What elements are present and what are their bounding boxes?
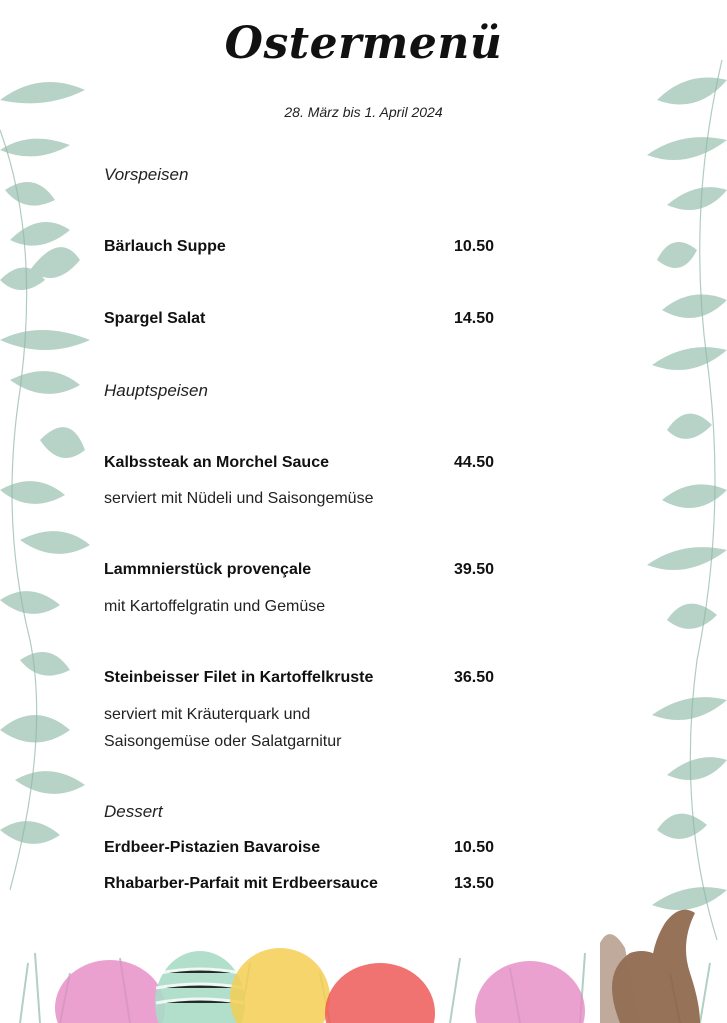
item-price: 14.50	[454, 310, 495, 327]
leaf-decoration-right	[627, 60, 727, 940]
bunny-icon	[600, 910, 700, 1023]
item-price: 10.50	[454, 839, 495, 856]
mint-egg-icon	[155, 951, 245, 1023]
item-price: 10.50	[454, 238, 495, 255]
item-description: mit Kartoffelgratin und Gemüse	[104, 598, 326, 615]
item-name: Lammnierstück provençale	[104, 561, 312, 578]
item-name: Spargel Salat	[104, 310, 206, 327]
item-description: serviert mit Nüdeli und Saisongemüse	[104, 490, 374, 507]
item-price: 39.50	[454, 561, 495, 578]
menu-date: 28. März bis 1. April 2024	[284, 104, 443, 120]
item-description: serviert mit Kräuterquark und	[104, 706, 311, 723]
item-description: Saisongemüse oder Salatgarnitur	[104, 733, 342, 750]
item-price: 44.50	[454, 454, 495, 471]
item-name: Bärlauch Suppe	[104, 238, 226, 255]
pink-egg-icon-2	[475, 961, 585, 1023]
menu-title: Ostermenü	[224, 18, 503, 69]
yellow-egg-icon	[230, 948, 330, 1023]
section-starters: Vorspeisen	[104, 165, 189, 184]
red-egg-icon	[325, 963, 435, 1023]
easter-eggs-decoration	[0, 903, 727, 1023]
pink-egg-icon	[55, 960, 165, 1023]
item-price: 36.50	[454, 669, 495, 686]
leaf-decoration-left	[0, 40, 110, 940]
item-name: Rhabarber-Parfait mit Erdbeersauce	[104, 875, 378, 892]
section-dessert: Dessert	[104, 802, 163, 821]
item-name: Steinbeisser Filet in Kartoffelkruste	[104, 669, 374, 686]
item-name: Kalbssteak an Morchel Sauce	[104, 454, 329, 471]
item-name: Erdbeer-Pistazien Bavaroise	[104, 839, 321, 856]
item-price: 13.50	[454, 875, 495, 892]
section-mains: Hauptspeisen	[104, 381, 208, 400]
